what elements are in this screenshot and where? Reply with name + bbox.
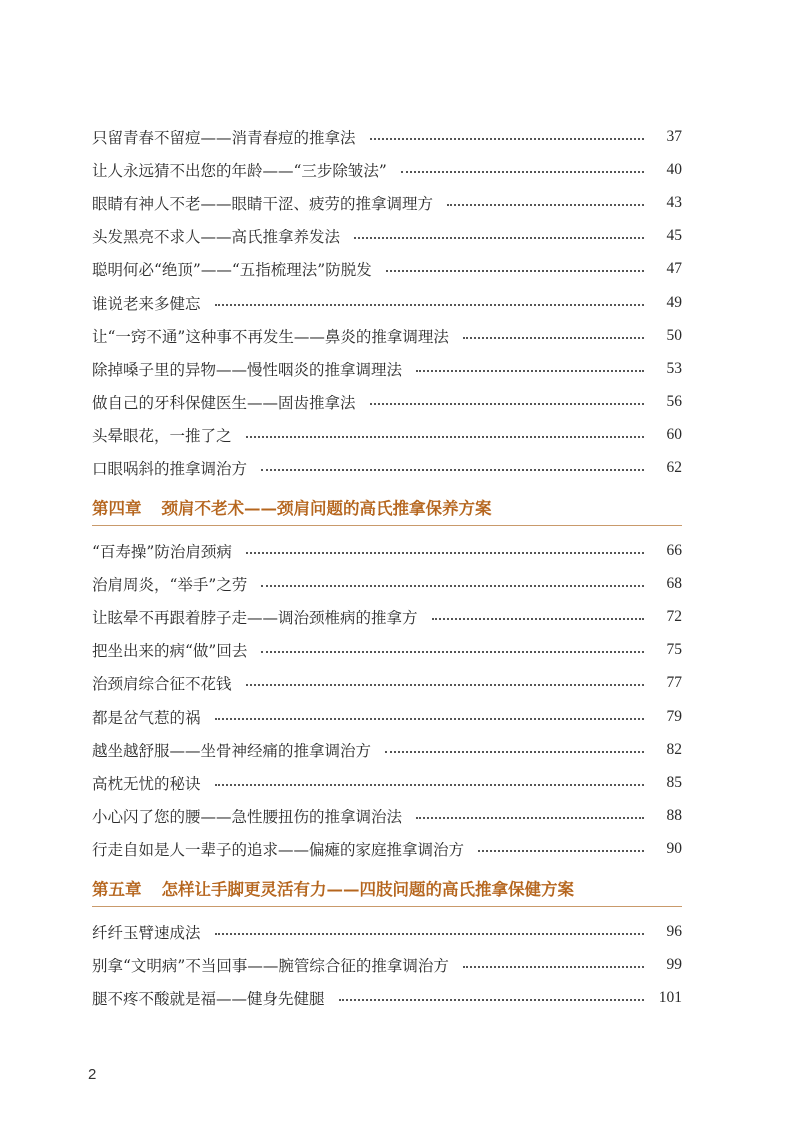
toc-entry[interactable] <box>92 634 682 667</box>
toc-entry[interactable] <box>92 667 682 700</box>
toc-entry-title: 治颈肩综合征不花钱 <box>92 675 232 694</box>
toc-entry[interactable] <box>92 386 682 419</box>
toc-entry-title: 把坐出来的病“做”回去 <box>92 642 248 661</box>
toc-entry[interactable] <box>92 915 682 948</box>
toc-entry-page: 47 <box>666 260 682 278</box>
toc-entry-page: 68 <box>666 574 682 592</box>
dot-leader <box>385 751 644 753</box>
chapter-title: 怎样让手脚更灵活有力——四肢问题的高氏推拿保健方案 <box>161 879 574 899</box>
toc-entry[interactable] <box>92 352 682 385</box>
page-number: 2 <box>88 1066 97 1083</box>
toc-entry[interactable] <box>92 700 682 733</box>
toc-entry-title: 让眩晕不再跟着脖子走——调治颈椎病的推拿方 <box>92 609 418 628</box>
toc-entry[interactable] <box>92 253 682 286</box>
dot-leader <box>386 270 644 272</box>
toc-entry-title: 谁说老来多健忘 <box>92 294 201 313</box>
toc-entry-page: 62 <box>666 459 682 477</box>
toc-entry-title: 头发黑亮不求人——高氏推拿养发法 <box>92 228 341 247</box>
dot-leader <box>246 436 644 438</box>
dot-leader <box>215 933 644 935</box>
toc-entry-title: “百寿操”防治肩颈病 <box>92 542 232 561</box>
toc-entry-page: 43 <box>666 193 682 211</box>
dot-leader <box>401 171 644 173</box>
dot-leader <box>432 618 644 620</box>
dot-leader <box>447 204 644 206</box>
dot-leader <box>478 850 644 852</box>
toc-entry-page: 45 <box>666 227 682 245</box>
toc-entry-title: 聪明何必“绝顶”——“五指梳理法”防脱发 <box>92 261 372 280</box>
toc-entry[interactable] <box>92 452 682 485</box>
dot-leader <box>416 817 644 819</box>
toc-entry[interactable] <box>92 153 682 186</box>
toc-entry[interactable] <box>92 186 682 219</box>
toc-entry-page: 101 <box>658 988 682 1006</box>
dot-leader <box>215 718 644 720</box>
dot-leader <box>370 138 644 140</box>
toc-entry-page: 96 <box>666 922 682 940</box>
toc-entry-title: 除掉嗓子里的异物——慢性咽炎的推拿调理法 <box>92 360 403 379</box>
toc-entry-page: 60 <box>666 426 682 444</box>
toc-entry-page: 82 <box>666 740 682 758</box>
toc-entry[interactable] <box>92 833 682 866</box>
toc-entry-page: 85 <box>666 773 682 791</box>
toc-entry-title: 口眼㖞斜的推拿调治方 <box>92 460 248 479</box>
toc-entry-page: 37 <box>666 127 682 145</box>
toc-entry[interactable] <box>92 419 682 452</box>
chapter-number: 第四章 <box>92 499 142 519</box>
toc-entry[interactable] <box>92 286 682 319</box>
dot-leader <box>416 370 644 372</box>
toc-entry-title: 行走自如是人一辈子的追求——偏瘫的家庭推拿调治方 <box>92 841 465 860</box>
toc-entry-page: 40 <box>666 160 682 178</box>
toc-entry-title: 越坐越舒服——坐骨神经痛的推拿调治方 <box>92 741 372 760</box>
toc-entry[interactable] <box>92 220 682 253</box>
toc-entry-page: 53 <box>666 359 682 377</box>
toc-entry-page: 90 <box>666 840 682 858</box>
toc-entry[interactable] <box>92 948 682 981</box>
dot-leader <box>339 999 644 1001</box>
dot-leader <box>370 403 644 405</box>
toc-entry-title: 腿不疼不酸就是福——健身先健腿 <box>92 989 325 1008</box>
toc-entry[interactable] <box>92 766 682 799</box>
toc-entry-title: 小心闪了您的腰——急性腰扭伤的推拿调治法 <box>92 808 403 827</box>
toc-entry[interactable] <box>92 120 682 153</box>
toc-entry-title: 纤纤玉臂速成法 <box>92 923 201 942</box>
toc-entry[interactable] <box>92 319 682 352</box>
toc-entry-page: 56 <box>666 393 682 411</box>
toc-entry[interactable] <box>92 981 682 1014</box>
chapter-title: 颈肩不老术——颈肩问题的高氏推拿保养方案 <box>161 499 492 519</box>
toc-entry-title: 别拿“文明病”不当回事——腕管综合征的推拿调治方 <box>92 956 449 975</box>
toc-entry-page: 77 <box>666 674 682 692</box>
toc-entry-page: 72 <box>666 608 682 626</box>
dot-leader <box>246 684 644 686</box>
chapter-heading-4[interactable] <box>92 495 682 526</box>
toc-entry[interactable] <box>92 800 682 833</box>
dot-leader <box>261 469 644 471</box>
toc-entry-title: 让“一窍不通”这种事不再发生——鼻炎的推拿调理法 <box>92 327 449 346</box>
toc-entry[interactable] <box>92 567 682 600</box>
toc-entry-title: 让人永远猜不出您的年龄——“三步除皱法” <box>92 161 387 180</box>
toc-entry-page: 66 <box>666 541 682 559</box>
toc-entry-title: 头晕眼花，一推了之 <box>92 427 232 446</box>
toc-entry-page: 88 <box>666 807 682 825</box>
toc-entry-page: 99 <box>666 955 682 973</box>
toc-entry-page: 50 <box>666 326 682 344</box>
toc-entry[interactable] <box>92 733 682 766</box>
toc-entry[interactable] <box>92 534 682 567</box>
dot-leader <box>463 966 644 968</box>
dot-leader <box>215 304 644 306</box>
toc-entry-title: 高枕无忧的秘诀 <box>92 774 201 793</box>
dot-leader <box>215 784 644 786</box>
chapter-number: 第五章 <box>92 879 142 899</box>
dot-leader <box>246 552 644 554</box>
toc-entry-page: 49 <box>666 293 682 311</box>
toc-entry[interactable] <box>92 600 682 633</box>
toc-entry-page: 75 <box>666 641 682 659</box>
toc-entry-title: 治肩周炎，“举手”之劳 <box>92 575 248 594</box>
toc-entry-title: 做自己的牙科保健医生——固齿推拿法 <box>92 394 356 413</box>
toc-entry-title: 眼睛有神人不老——眼睛干涩、疲劳的推拿调理方 <box>92 194 434 213</box>
dot-leader <box>354 237 644 239</box>
toc-entry-title: 只留青春不留痘——消青春痘的推拿法 <box>92 128 356 147</box>
dot-leader <box>261 651 644 653</box>
table-of-contents <box>92 120 682 1015</box>
toc-entry-title: 都是岔气惹的祸 <box>92 708 201 727</box>
chapter-heading-5[interactable] <box>92 876 682 907</box>
toc-entry-page: 79 <box>666 707 682 725</box>
dot-leader <box>463 337 644 339</box>
dot-leader <box>261 585 644 587</box>
